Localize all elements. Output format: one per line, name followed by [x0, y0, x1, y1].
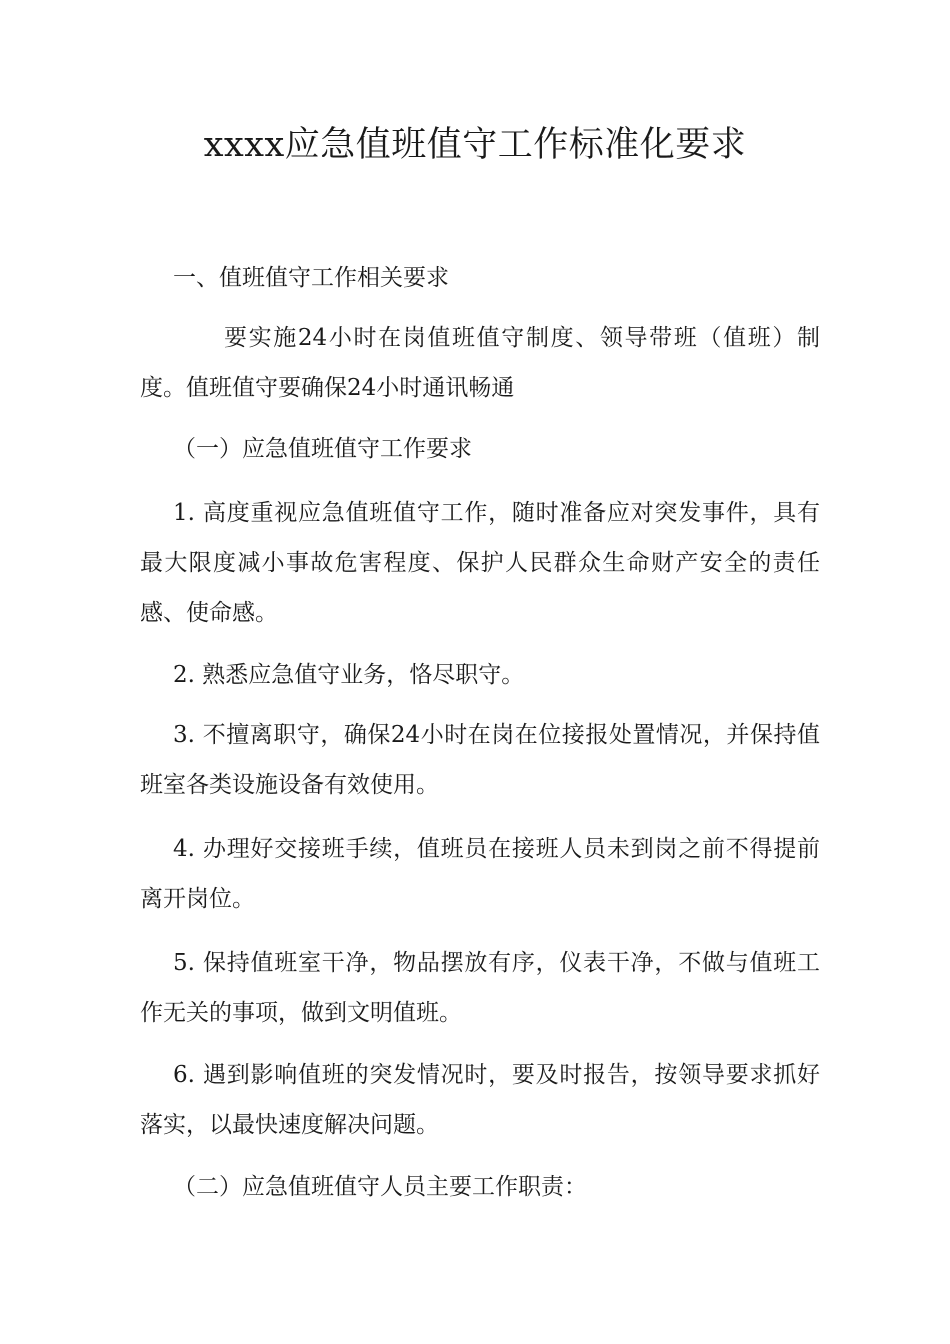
list-item-2: 2. 熟悉应急值守业务，恪尽职守。: [173, 662, 525, 688]
subsection-heading-2: （二）应急值班值守人员主要工作职责：: [173, 1174, 587, 1200]
document-title: xxxx应急值班值守工作标准化要求: [203, 125, 747, 165]
list-item-5: 5. 保持值班室干净，物品摆放有序，仪表干净，不做与值班工作无关的事项，做到文明值班。: [140, 950, 820, 1026]
list-item-4: 4. 办理好交接班手续，值班员在接班人员未到岗之前不得提前离开岗位。: [140, 836, 820, 912]
list-item-6: 6. 遇到影响值班的突发情况时，要及时报告，按领导要求抓好落实，以最快速度解决问题。: [140, 1062, 820, 1138]
section-heading: 一、值班值守工作相关要求: [173, 265, 449, 291]
list-item-3: 3. 不擅离职守，确保24小时在岗在位接报处置情况，并保持值班室各类设施设备有效使用。: [140, 722, 820, 798]
intro-paragraph: 要实施24小时在岗值班值守制度、领导带班（值班）制度。值班值守要确保24小时通讯畅通: [140, 325, 820, 401]
list-item-1: 1. 高度重视应急值班值守工作，随时准备应对突发事件，具有最大限度减小事故危害程度、保护人民群众生命财产安全的责任感、使命感。: [140, 500, 820, 626]
subsection-heading-1: （一）应急值班值守工作要求: [173, 436, 472, 462]
